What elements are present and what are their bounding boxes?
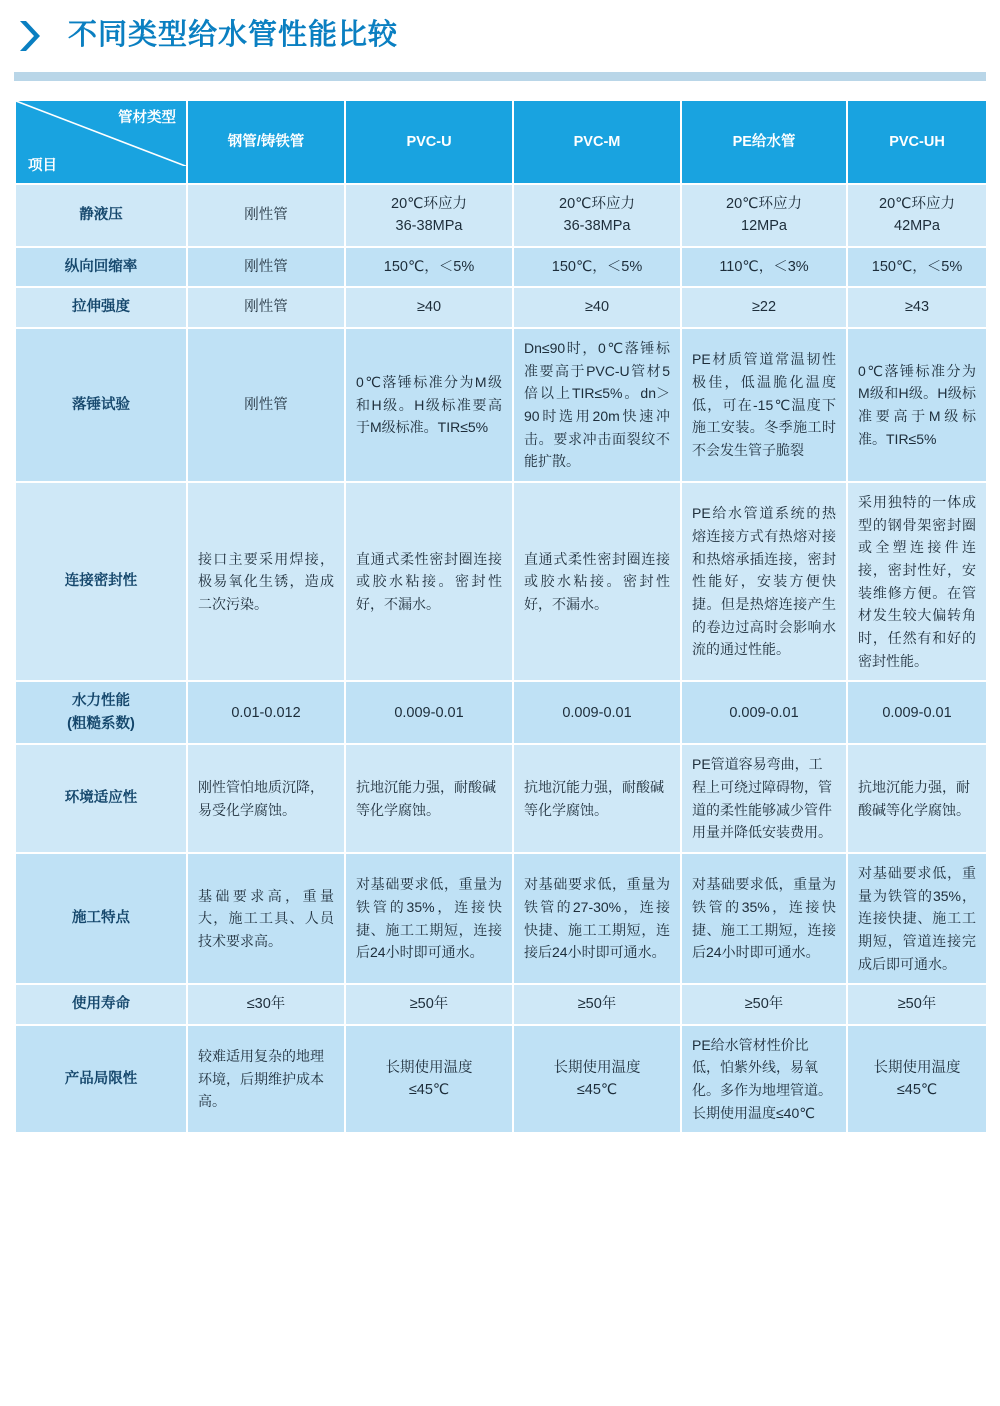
table-cell: 刚性管	[187, 287, 345, 327]
table-corner-header	[15, 100, 187, 184]
table-cell: 0.009-0.01	[345, 681, 513, 744]
table-cell: PE管道容易弯曲，工程上可绕过障碍物，管道的柔性能够减少管件用量并降低安装费用。	[681, 744, 847, 853]
table-row	[15, 287, 987, 327]
table-header-row	[15, 100, 987, 184]
table-cell: 0℃落锤标准分为M级和H级。H级标准要高于M级标准。TIR≤5%	[345, 328, 513, 482]
row-label: 产品局限性	[15, 1025, 187, 1134]
pipe-comparison-table	[14, 99, 988, 1134]
table-cell: 直通式柔性密封圈连接或胶水粘接。密封性好，不漏水。	[345, 482, 513, 681]
table-cell: 对基础要求低，重量为铁管的35%，连接快捷、施工工期短，连接后24小时即可通水。	[681, 853, 847, 984]
table-row	[15, 328, 987, 482]
table-cell: 110℃，＜3%	[681, 247, 847, 287]
table-cell: 采用独特的一体成型的钢骨架密封圈或全塑连接件连接，密封性好，安装维修方便。在管材发生较大偏转角时，任然有和好的密封性能。	[847, 482, 987, 681]
table-cell: ≥43	[847, 287, 987, 327]
table-row	[15, 184, 987, 247]
corner-type-label: 管材类型	[118, 110, 176, 126]
table-cell: 较难适用复杂的地理环境，后期维护成本高。	[187, 1025, 345, 1134]
table-row	[15, 1025, 987, 1134]
row-label: 落锤试验	[15, 328, 187, 482]
table-cell: ≥40	[513, 287, 681, 327]
table-row	[15, 853, 987, 984]
table-cell: 基础要求高，重量大，施工工具、人员技术要求高。	[187, 853, 345, 984]
column-header-pvcuh: PVC-UH	[847, 100, 987, 184]
table-cell: 长期使用温度 ≤45℃	[847, 1025, 987, 1134]
table-cell: ≥50年	[681, 984, 847, 1024]
table-cell: PE材质管道常温韧性极佳，低温脆化温度低，可在-15℃温度下施工安装。冬季施工时不会发生管子脆裂	[681, 328, 847, 482]
header-divider	[14, 72, 986, 81]
table-cell: 20℃环应力 36-38MPa	[345, 184, 513, 247]
table-cell: Dn≤90时，0℃落锤标准要高于PVC-U管材5倍以上TIR≤5%。dn＞90时选用20m快速冲击。要求冲击面裂纹不能扩散。	[513, 328, 681, 482]
table-cell: 刚性管	[187, 184, 345, 247]
table-cell: 直通式柔性密封圈连接或胶水粘接。密封性好，不漏水。	[513, 482, 681, 681]
table-cell: 对基础要求低，重量为铁管的35%，连接快捷、施工工期短，管道连接完成后即可通水。	[847, 853, 987, 984]
row-label: 施工特点	[15, 853, 187, 984]
row-label: 静液压	[15, 184, 187, 247]
row-label: 连接密封性	[15, 482, 187, 681]
table-cell: 对基础要求低，重量为铁管的35%，连接快捷、施工工期短，连接后24小时即可通水。	[345, 853, 513, 984]
corner-item-label: 项目	[28, 157, 57, 174]
table-cell: 刚性管怕地质沉降，易受化学腐蚀。	[187, 744, 345, 853]
table-row	[15, 681, 987, 744]
table-cell: 刚性管	[187, 328, 345, 482]
table-cell: 0℃落锤标准分为M级和H级。H级标准要高于M级标准。TIR≤5%	[847, 328, 987, 482]
table-cell: 0.009-0.01	[513, 681, 681, 744]
table-cell: 刚性管	[187, 247, 345, 287]
table-cell: ≥22	[681, 287, 847, 327]
chevron-right-icon	[14, 16, 54, 56]
table-cell: 20℃环应力 12MPa	[681, 184, 847, 247]
page-header	[14, 0, 986, 64]
table-cell: 对基础要求低，重量为铁管的27-30%，连接快捷、施工工期短，连接后24小时即可通水。	[513, 853, 681, 984]
table-cell: ≥50年	[345, 984, 513, 1024]
row-label: 环境适应性	[15, 744, 187, 853]
table-cell: PE给水管道系统的热熔连接方式有热熔对接和热熔承插连接，密封性能好，安装方便快捷。但是热熔连接产生的卷边过高时会影响水流的通过性能。	[681, 482, 847, 681]
table-row	[15, 482, 987, 681]
table-cell: 150℃，＜5%	[345, 247, 513, 287]
page-title: 不同类型给水管性能比较	[68, 19, 399, 52]
table-row	[15, 984, 987, 1024]
row-label: 纵向回缩率	[15, 247, 187, 287]
table-cell: 接口主要采用焊接，极易氧化生锈，造成二次污染。	[187, 482, 345, 681]
table-cell: 0.009-0.01	[681, 681, 847, 744]
table-cell: PE给水管材性价比低，怕紫外线，易氧化。多作为地埋管道。长期使用温度≤40℃	[681, 1025, 847, 1134]
table-cell: ≥40	[345, 287, 513, 327]
table-body	[15, 184, 987, 1133]
table-row	[15, 744, 987, 853]
table-row	[15, 247, 987, 287]
table-cell: 抗地沉能力强，耐酸碱等化学腐蚀。	[345, 744, 513, 853]
table-cell: ≥50年	[513, 984, 681, 1024]
row-label: 拉伸强度	[15, 287, 187, 327]
column-header-pe: PE给水管	[681, 100, 847, 184]
table-cell: 150℃，＜5%	[513, 247, 681, 287]
table-cell: 20℃环应力 42MPa	[847, 184, 987, 247]
table-cell: ≥50年	[847, 984, 987, 1024]
row-label: 水力性能 (粗糙系数)	[15, 681, 187, 744]
table-cell: ≤30年	[187, 984, 345, 1024]
row-label: 使用寿命	[15, 984, 187, 1024]
table-cell: 150℃，＜5%	[847, 247, 987, 287]
column-header-pvcm: PVC-M	[513, 100, 681, 184]
column-header-pvcu: PVC-U	[345, 100, 513, 184]
table-cell: 0.009-0.01	[847, 681, 987, 744]
table-cell: 20℃环应力 36-38MPa	[513, 184, 681, 247]
table-cell: 抗地沉能力强，耐酸碱等化学腐蚀。	[847, 744, 987, 853]
table-cell: 抗地沉能力强，耐酸碱等化学腐蚀。	[513, 744, 681, 853]
column-header-steel: 钢管/铸铁管	[187, 100, 345, 184]
table-cell: 0.01-0.012	[187, 681, 345, 744]
table-cell: 长期使用温度 ≤45℃	[513, 1025, 681, 1134]
table-cell: 长期使用温度 ≤45℃	[345, 1025, 513, 1134]
